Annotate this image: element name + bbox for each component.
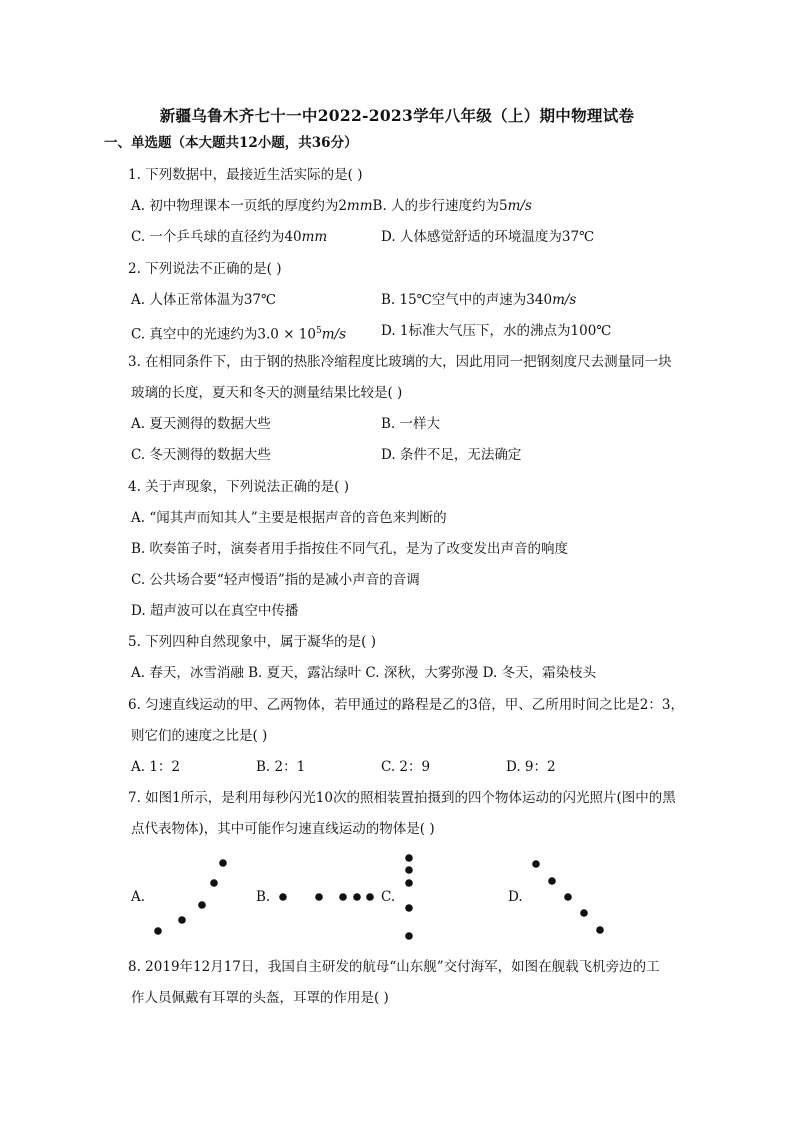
question-6-option-c: C. 2：9 [381,759,431,775]
question-3-stem-line-2: 玻璃的长度，夏天和冬天的测量结果比较是( ) [131,385,403,401]
question-4-stem: 4. 关于声现象，下列说法正确的是( ) [128,479,349,495]
question-5-stem: 5. 下列四种自然现象中，属于凝华的是( ) [128,634,376,650]
question-6-option-d: D. 9：2 [506,759,556,775]
question-3-option-c: C. 冬天测得的数据大些 [131,447,271,463]
figure-a-dot [210,879,218,887]
figure-label-a: A. [131,889,146,905]
figure-d-dot [548,877,556,885]
figure-d-dot [596,926,604,934]
question-3-stem-line-1: 3. 在相同条件下，由于钢的热胀冷缩程度比玻璃的大，因此用同一把钢刻度尺去测量同一块 [128,354,672,370]
section-heading: 一、单选题（本大题共12小题，共36分） [104,135,358,151]
question-4-option-b: B. 吹奏笛子时，演奏者用手指按住不同气孔，是为了改变发出声音的响度 [131,541,569,557]
figure-label-c: C. [381,889,396,905]
question-6-option-b: B. 2：1 [256,759,306,775]
question-3-option-b: B. 一样大 [381,416,441,432]
figure-a-dot [198,901,206,909]
question-6-option-a: A. 1：2 [131,759,181,775]
figure-b-dot [279,893,287,901]
question-1-option-c: C. 一个乒乓球的直径约为40mm [131,229,328,245]
figure-d-dot [580,909,588,917]
question-6-stem-line-2: 则它们的速度之比是( ) [131,728,268,744]
figure-b-dot [315,893,323,901]
figure-a-dot [178,916,186,924]
question-4-option-d: D. 超声波可以在真空中传播 [131,603,299,619]
figure-label-d: D. [508,889,523,905]
figure-c-dot [405,904,413,912]
question-4-option-c: C. 公共场合要“轻声慢语”指的是减小声音的音调 [131,572,420,588]
exam-title: 新疆乌鲁木齐七十一中2022-2023学年八年级（上）期中物理试卷 [159,106,635,125]
question-2-option-d: D. 1标准大气压下，水的沸点为100℃ [381,323,612,339]
question-5-options: A. 春天，冰雪消融 B. 夏天，露沾绿叶 C. 深秋，大雾弥漫 D. 冬天，霜染枝头 [131,665,597,681]
figure-c-dot [405,932,413,940]
question-4-option-a: A. “闻其声而知其人”主要是根据声音的音色来判断的 [131,510,447,526]
question-2-option-a: A. 人体正常体温为37℃ [131,292,277,308]
question-3-option-d: D. 条件不足，无法确定 [381,447,522,463]
figure-b-dot [353,893,361,901]
question-7-stem-line-2: 点代表物体)，其中可能作匀速直线运动的物体是( ) [131,821,435,837]
question-2-stem: 2. 下列说法不正确的是( ) [128,261,282,277]
question-8-stem-line-1: 8. 2019年12月17日，我国自主研发的航母“山东舰”交付海军，如图在舰载飞机旁边的工 [128,959,660,975]
question-1-stem: 1. 下列数据中，最接近生活实际的是( ) [128,167,363,183]
figure-c-dot [405,879,413,887]
figure-d-dot [564,893,572,901]
question-1-option-d: D. 人体感觉舒适的环境温度为37℃ [381,229,595,245]
question-8-stem-line-2: 作人员佩戴有耳罩的头盔，耳罩的作用是( ) [131,990,389,1006]
question-6-stem-line-1: 6. 匀速直线运动的甲、乙两物体，若甲通过的路程是乙的3倍，甲、乙所用时间之比是2：3， [128,697,684,713]
figure-b-dot [339,893,347,901]
figure-b-dot [366,893,374,901]
figure-a-dot [154,927,162,935]
question-2-option-c: C. 真空中的光速约为$3.0 \times 10^5m/s$ [131,326,346,343]
question-1-option-ab: A. 初中物理课本一页纸的厚度约为2mmB. 人的步行速度约为5m/s [131,198,532,214]
figure-c-dot [405,854,413,862]
question-7-stem-line-1: 7. 如图1所示，是利用每秒闪光10次的照相装置拍摄到的四个物体运动的闪光照片(图中的黑 [128,790,676,806]
question-2-option-b: B. 15℃空气中的声速为340m/s [381,292,577,308]
figure-c-dot [405,866,413,874]
figure-label-b: B. [256,889,271,905]
figure-a-dot [219,859,227,867]
question-3-option-a: A. 夏天测得的数据大些 [131,416,271,432]
figure-d-dot [532,860,540,868]
